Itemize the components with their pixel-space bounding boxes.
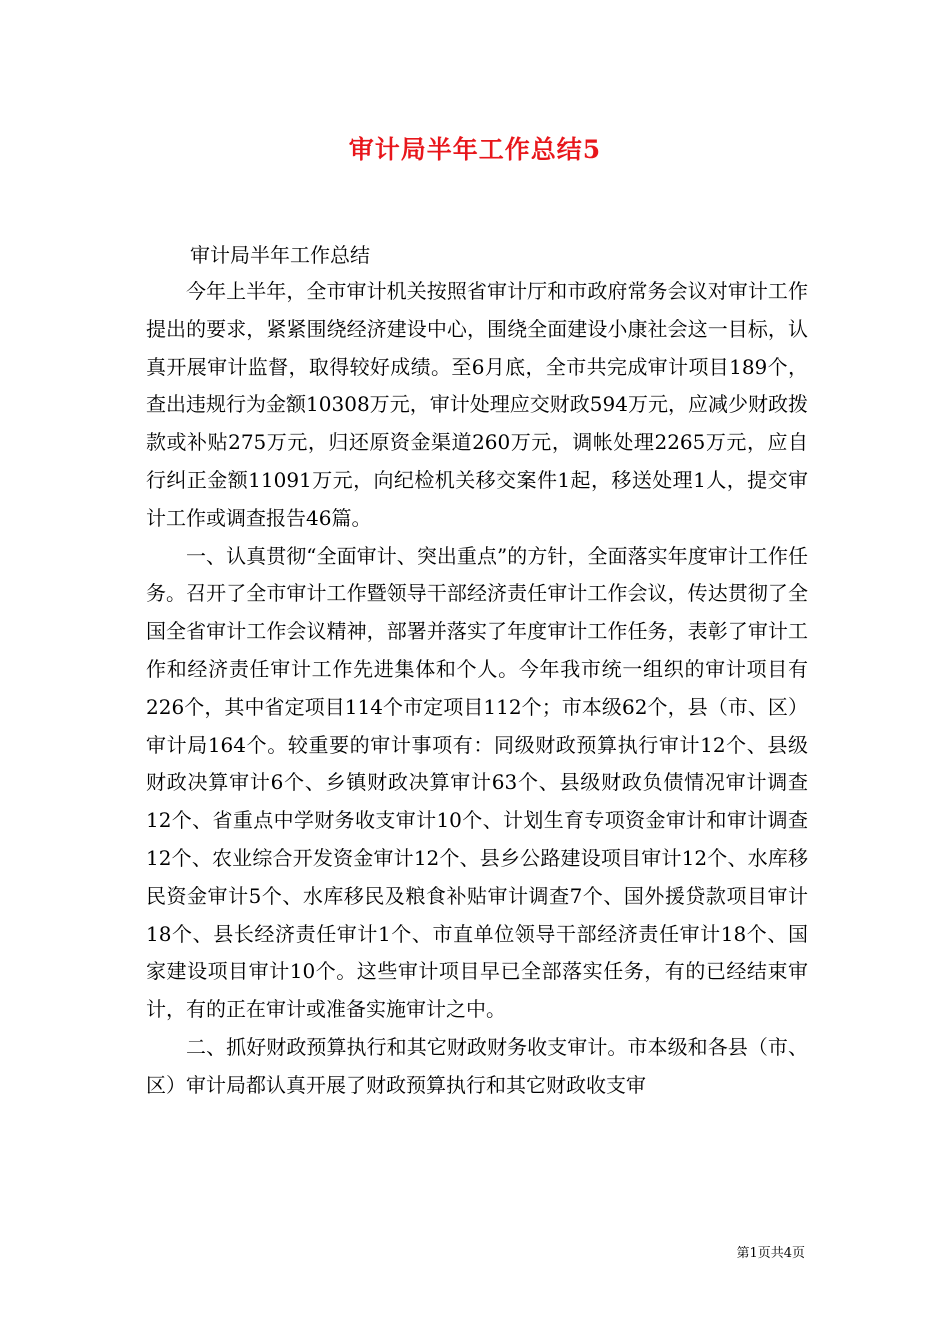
paragraph-intro: 今年上半年，全市审计机关按照省审计厅和市政府常务会议对审计工作提出的要求，紧紧围绕经济建设中心，围绕全面建设小康社会这一目标，认真开展审计监督，取得较好成绩。至6月底，全市共完成审计项目189个，查出违规行为金额10308万元，审计处理应交财政594万元，应减少财政拨款或补贴275万元，归还原资金渠道260万元，调帐处理2265万元，应自行纠正金额11091万元，向纪检机关移交案件1起，移送处理1人，提交审计工作或调查报告46篇。 [146, 279, 808, 530]
document-subheading: 审计局半年工作总结 [190, 243, 370, 267]
document-body [146, 273, 808, 1105]
page-title: 审计局半年工作总结5 [348, 135, 602, 164]
page-number: 第1页共4页 [736, 1246, 805, 1261]
paragraph-section-2: 二、抓好财政预算执行和其它财政财务收支审计。市本级和各县（市、区）审计局都认真开展了财政预算执行和其它财政收支审 [146, 1034, 808, 1097]
paragraph-section-1: 一、认真贯彻“全面审计、突出重点”的方针，全面落实年度审计工作任务。召开了全市审计工作暨领导干部经济责任审计工作会议，传达贯彻了全国全省审计工作会议精神，部署并落实了年度审计工作任务，表彰了审计工作和经济责任审计工作先进集体和个人。今年我市统一组织的审计项目有226个，其中省定项目114个市定项目112个；市本级62个，县（市、区）审计局164个。较重要的审计事项有：同级财政预算执行审计12个、县级财政决算审计6个、乡镇财政决算审计63个、县级财政负债情况审计调查12个、省重点中学财务收支审计10个、计划生育专项资金审计和审计调查12个、农业综合开发资金审计12个、县乡公路建设项目审计12个、水库移民资金审计5个、水库移民及粮食补贴审计调查7个、国外援贷款项目审计18个、县长经济责任审计1个、市直单位领导干部经济责任审计18个、国家建设项目审计10个。这些审计项目早已全部落实任务，有的已经结束审计，有的正在审计或准备实施审计之中。 [146, 543, 808, 1022]
